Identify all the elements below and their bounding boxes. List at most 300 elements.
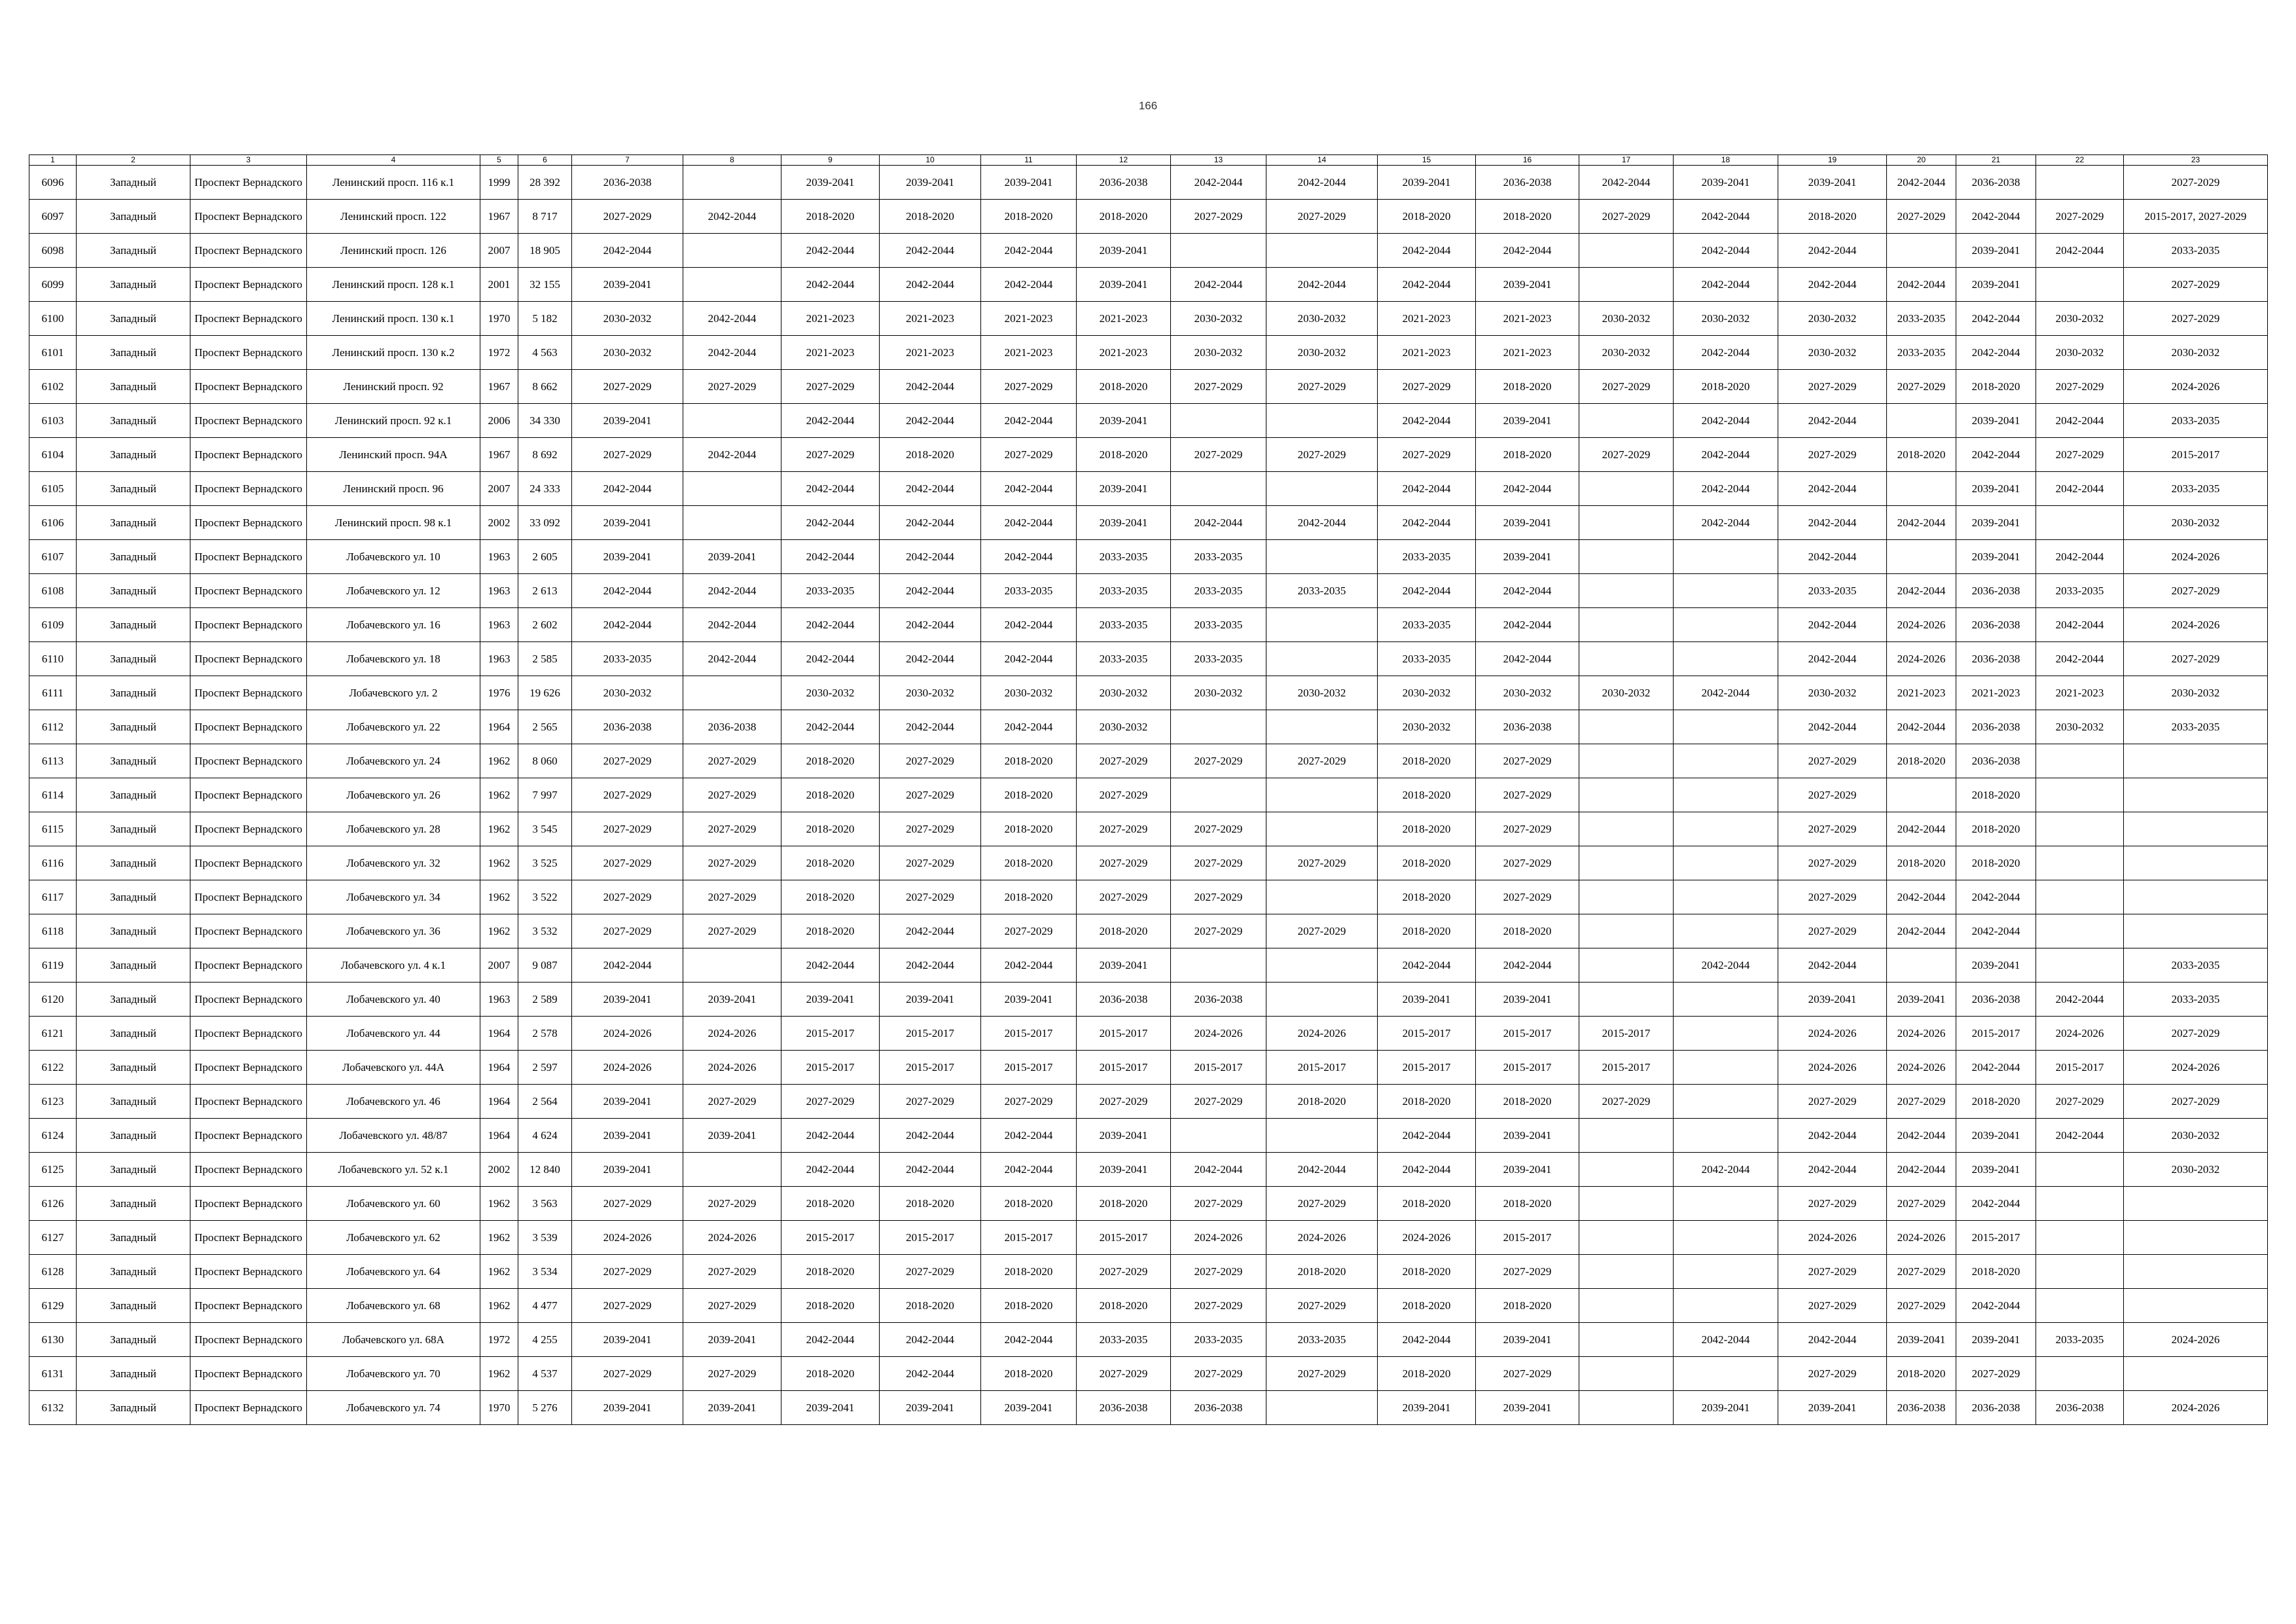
table-cell-col-14 [1266, 234, 1378, 268]
table-cell-col-12: 2033-2035 [1077, 574, 1171, 608]
table-cell-col-13: 2042-2044 [1171, 506, 1266, 540]
table-cell-col-23: 2033-2035 [2124, 710, 2268, 744]
table-row [29, 914, 2268, 948]
table-cell-col-6: 3 522 [518, 880, 572, 914]
table-cell-col-22 [2036, 166, 2124, 200]
table-cell-col-9: 2033-2035 [781, 574, 880, 608]
table-cell-col-16: 2027-2029 [1476, 778, 1579, 812]
table-cell-col-23: 2024-2026 [2124, 608, 2268, 642]
table-cell-col-21: 2021-2023 [1956, 676, 2036, 710]
table-cell-col-14 [1266, 1119, 1378, 1153]
table-cell-col-13: 2036-2038 [1171, 1391, 1266, 1425]
table-cell-col-21: 2039-2041 [1956, 404, 2036, 438]
table-cell-col-23 [2124, 1255, 2268, 1289]
table-cell-col-20: 2042-2044 [1887, 506, 1956, 540]
table-row [29, 846, 2268, 880]
table-cell-col-6: 2 564 [518, 1085, 572, 1119]
table-cell-col-13: 2042-2044 [1171, 166, 1266, 200]
table-cell-col-16: 2030-2032 [1476, 676, 1579, 710]
column-number-1: 1 [29, 155, 77, 166]
table-cell-col-11: 2015-2017 [981, 1051, 1077, 1085]
table-cell-col-5: 1964 [480, 1051, 518, 1085]
table-cell-col-11: 2015-2017 [981, 1017, 1077, 1051]
table-cell-col-22: 2042-2044 [2036, 234, 2124, 268]
table-cell-col-20 [1887, 778, 1956, 812]
table-cell-col-14: 2030-2032 [1266, 302, 1378, 336]
table-cell-col-2: Западный [77, 540, 190, 574]
table-cell-col-5: 1999 [480, 166, 518, 200]
table-cell-col-2: Западный [77, 778, 190, 812]
table-cell-col-6: 2 578 [518, 1017, 572, 1051]
table-cell-col-5: 1962 [480, 1187, 518, 1221]
table-cell-col-6: 5 182 [518, 302, 572, 336]
table-cell-col-10: 2042-2044 [880, 268, 981, 302]
table-cell-col-6: 4 624 [518, 1119, 572, 1153]
table-cell-col-4: Лобачевского ул. 48/87 [307, 1119, 480, 1153]
table-cell-col-8: 2042-2044 [683, 438, 781, 472]
table-cell-col-21: 2027-2029 [1956, 1357, 2036, 1391]
table-cell-col-6: 2 585 [518, 642, 572, 676]
table-cell-col-12: 2036-2038 [1077, 166, 1171, 200]
table-cell-col-15: 2021-2023 [1378, 302, 1476, 336]
table-cell-col-8: 2027-2029 [683, 846, 781, 880]
table-cell-col-16: 2042-2044 [1476, 472, 1579, 506]
table-cell-col-9: 2027-2029 [781, 1085, 880, 1119]
column-number-23: 23 [2124, 155, 2268, 166]
table-cell-col-15: 2018-2020 [1378, 744, 1476, 778]
column-number-row [29, 155, 2268, 166]
table-cell-col-2: Западный [77, 1289, 190, 1323]
table-cell-col-7: 2027-2029 [572, 914, 683, 948]
table-cell-col-6: 4 563 [518, 336, 572, 370]
table-cell-col-20: 2021-2023 [1887, 676, 1956, 710]
table-cell-col-19: 2024-2026 [1778, 1221, 1887, 1255]
table-cell-col-16: 2018-2020 [1476, 438, 1579, 472]
table-cell-col-21: 2039-2041 [1956, 1119, 2036, 1153]
table-cell-col-6: 2 605 [518, 540, 572, 574]
table-cell-col-14: 2027-2029 [1266, 200, 1378, 234]
table-cell-col-10: 2021-2023 [880, 336, 981, 370]
column-number-9: 9 [781, 155, 880, 166]
table-cell-col-9: 2018-2020 [781, 744, 880, 778]
table-row [29, 608, 2268, 642]
table-row [29, 676, 2268, 710]
table-cell-col-19: 2027-2029 [1778, 1357, 1887, 1391]
table-cell-col-8: 2027-2029 [683, 778, 781, 812]
table-cell-col-13: 2027-2029 [1171, 880, 1266, 914]
table-cell-col-9: 2027-2029 [781, 370, 880, 404]
table-cell-col-11: 2018-2020 [981, 778, 1077, 812]
table-cell-col-3: Проспект Вернадского [190, 812, 307, 846]
table-cell-col-7: 2027-2029 [572, 744, 683, 778]
table-cell-col-10: 2027-2029 [880, 744, 981, 778]
column-number-11: 11 [981, 155, 1077, 166]
table-cell-col-16: 2021-2023 [1476, 336, 1579, 370]
table-cell-col-10: 2027-2029 [880, 778, 981, 812]
table-cell-col-8 [683, 404, 781, 438]
table-cell-col-7: 2027-2029 [572, 1187, 683, 1221]
table-row [29, 1255, 2268, 1289]
table-row [29, 370, 2268, 404]
table-cell-col-12: 2015-2017 [1077, 1051, 1171, 1085]
table-cell-col-17: 2015-2017 [1579, 1051, 1674, 1085]
table-cell-col-12: 2039-2041 [1077, 948, 1171, 983]
table-cell-col-14 [1266, 778, 1378, 812]
table-row [29, 1221, 2268, 1255]
table-cell-col-17 [1579, 880, 1674, 914]
table-cell-col-4: Лобачевского ул. 16 [307, 608, 480, 642]
table-cell-col-3: Проспект Вернадского [190, 336, 307, 370]
table-cell-col-18: 2042-2044 [1674, 268, 1778, 302]
table-cell-col-23 [2124, 1289, 2268, 1323]
table-cell-col-10: 2042-2044 [880, 948, 981, 983]
table-cell-col-20: 2042-2044 [1887, 1153, 1956, 1187]
table-cell-col-12: 2015-2017 [1077, 1221, 1171, 1255]
table-cell-col-7: 2027-2029 [572, 1289, 683, 1323]
table-cell-col-20 [1887, 234, 1956, 268]
table-cell-col-8: 2042-2044 [683, 608, 781, 642]
table-cell-col-1: 6104 [29, 438, 77, 472]
table-cell-col-9: 2042-2044 [781, 642, 880, 676]
table-cell-col-16: 2015-2017 [1476, 1221, 1579, 1255]
table-cell-col-4: Ленинский просп. 92 к.1 [307, 404, 480, 438]
table-cell-col-17: 2030-2032 [1579, 336, 1674, 370]
table-cell-col-2: Западный [77, 608, 190, 642]
table-cell-col-20: 2027-2029 [1887, 1255, 1956, 1289]
table-cell-col-12: 2027-2029 [1077, 846, 1171, 880]
table-cell-col-13 [1171, 472, 1266, 506]
table-cell-col-19: 2042-2044 [1778, 472, 1887, 506]
table-cell-col-6: 8 717 [518, 200, 572, 234]
table-cell-col-6: 4 255 [518, 1323, 572, 1357]
table-cell-col-20: 2042-2044 [1887, 268, 1956, 302]
table-cell-col-13 [1171, 778, 1266, 812]
table-cell-col-17 [1579, 1187, 1674, 1221]
table-cell-col-21: 2036-2038 [1956, 744, 2036, 778]
table-cell-col-18 [1674, 744, 1778, 778]
table-cell-col-2: Западный [77, 1221, 190, 1255]
table-cell-col-11: 2042-2044 [981, 948, 1077, 983]
table-cell-col-7: 2039-2041 [572, 404, 683, 438]
table-cell-col-2: Западный [77, 710, 190, 744]
table-cell-col-14: 2018-2020 [1266, 1085, 1378, 1119]
table-cell-col-3: Проспект Вернадского [190, 370, 307, 404]
table-cell-col-15: 2042-2044 [1378, 472, 1476, 506]
table-cell-col-10: 2018-2020 [880, 1187, 981, 1221]
table-cell-col-1: 6100 [29, 302, 77, 336]
table-cell-col-8: 2027-2029 [683, 370, 781, 404]
table-cell-col-22: 2042-2044 [2036, 472, 2124, 506]
table-cell-col-17 [1579, 778, 1674, 812]
table-cell-col-4: Лобачевского ул. 34 [307, 880, 480, 914]
table-cell-col-22 [2036, 846, 2124, 880]
table-cell-col-15: 2039-2041 [1378, 166, 1476, 200]
column-number-8: 8 [683, 155, 781, 166]
table-cell-col-11: 2042-2044 [981, 234, 1077, 268]
table-cell-col-23 [2124, 880, 2268, 914]
table-cell-col-9: 2018-2020 [781, 778, 880, 812]
table-cell-col-15: 2015-2017 [1378, 1017, 1476, 1051]
table-cell-col-23 [2124, 914, 2268, 948]
table-cell-col-13: 2027-2029 [1171, 1255, 1266, 1289]
table-cell-col-12: 2033-2035 [1077, 1323, 1171, 1357]
table-cell-col-11: 2018-2020 [981, 1289, 1077, 1323]
table-cell-col-12: 2015-2017 [1077, 1017, 1171, 1051]
table-cell-col-18: 2042-2044 [1674, 1153, 1778, 1187]
table-cell-col-11: 2039-2041 [981, 983, 1077, 1017]
table-cell-col-20: 2039-2041 [1887, 1323, 1956, 1357]
table-cell-col-9: 2042-2044 [781, 1323, 880, 1357]
table-cell-col-9: 2015-2017 [781, 1051, 880, 1085]
table-cell-col-16: 2015-2017 [1476, 1051, 1579, 1085]
table-cell-col-6: 32 155 [518, 268, 572, 302]
table-cell-col-18 [1674, 914, 1778, 948]
table-cell-col-18: 2042-2044 [1674, 1323, 1778, 1357]
table-cell-col-9: 2039-2041 [781, 983, 880, 1017]
table-cell-col-23: 2030-2032 [2124, 676, 2268, 710]
table-cell-col-17: 2015-2017 [1579, 1017, 1674, 1051]
table-cell-col-9: 2027-2029 [781, 438, 880, 472]
table-cell-col-13: 2036-2038 [1171, 983, 1266, 1017]
table-cell-col-19: 2027-2029 [1778, 1187, 1887, 1221]
table-cell-col-15: 2039-2041 [1378, 983, 1476, 1017]
table-cell-col-20: 2027-2029 [1887, 1085, 1956, 1119]
table-cell-col-8 [683, 234, 781, 268]
table-cell-col-9: 2039-2041 [781, 1391, 880, 1425]
table-cell-col-5: 1964 [480, 1085, 518, 1119]
table-cell-col-15: 2042-2044 [1378, 234, 1476, 268]
table-cell-col-19: 2027-2029 [1778, 744, 1887, 778]
table-cell-col-22: 2027-2029 [2036, 438, 2124, 472]
table-cell-col-13: 2027-2029 [1171, 438, 1266, 472]
table-cell-col-4: Лобачевского ул. 44 [307, 1017, 480, 1051]
table-cell-col-22: 2021-2023 [2036, 676, 2124, 710]
table-cell-col-8 [683, 506, 781, 540]
table-cell-col-14: 2030-2032 [1266, 676, 1378, 710]
table-cell-col-19: 2039-2041 [1778, 1391, 1887, 1425]
table-cell-col-21: 2042-2044 [1956, 302, 2036, 336]
table-cell-col-13: 2033-2035 [1171, 574, 1266, 608]
table-cell-col-5: 1962 [480, 914, 518, 948]
table-cell-col-11: 2042-2044 [981, 1119, 1077, 1153]
table-cell-col-8: 2027-2029 [683, 1357, 781, 1391]
table-cell-col-23: 2027-2029 [2124, 302, 2268, 336]
table-cell-col-15: 2033-2035 [1378, 608, 1476, 642]
table-cell-col-14: 2030-2032 [1266, 336, 1378, 370]
table-cell-col-14 [1266, 642, 1378, 676]
table-cell-col-19: 2024-2026 [1778, 1017, 1887, 1051]
table-cell-col-2: Западный [77, 1051, 190, 1085]
table-cell-col-14: 2042-2044 [1266, 1153, 1378, 1187]
table-cell-col-22: 2042-2044 [2036, 1119, 2124, 1153]
table-cell-col-8: 2027-2029 [683, 1255, 781, 1289]
table-cell-col-21: 2036-2038 [1956, 166, 2036, 200]
table-cell-col-18 [1674, 540, 1778, 574]
table-cell-col-6: 18 905 [518, 234, 572, 268]
table-cell-col-10: 2042-2044 [880, 404, 981, 438]
table-cell-col-7: 2030-2032 [572, 336, 683, 370]
table-cell-col-4: Ленинский просп. 94А [307, 438, 480, 472]
table-cell-col-22 [2036, 812, 2124, 846]
table-cell-col-2: Западный [77, 914, 190, 948]
column-number-3: 3 [190, 155, 307, 166]
table-cell-col-4: Лобачевского ул. 26 [307, 778, 480, 812]
table-row [29, 234, 2268, 268]
table-row [29, 778, 2268, 812]
table-cell-col-5: 1963 [480, 983, 518, 1017]
table-cell-col-12: 2027-2029 [1077, 880, 1171, 914]
table-cell-col-10: 2027-2029 [880, 846, 981, 880]
table-cell-col-2: Западный [77, 1017, 190, 1051]
table-cell-col-2: Западный [77, 336, 190, 370]
table-cell-col-10: 2042-2044 [880, 472, 981, 506]
table-cell-col-15: 2039-2041 [1378, 1391, 1476, 1425]
table-cell-col-13: 2033-2035 [1171, 540, 1266, 574]
table-cell-col-17 [1579, 914, 1674, 948]
table-cell-col-3: Проспект Вернадского [190, 608, 307, 642]
table-cell-col-10: 2042-2044 [880, 1119, 981, 1153]
table-cell-col-22: 2030-2032 [2036, 302, 2124, 336]
table-cell-col-4: Лобачевского ул. 2 [307, 676, 480, 710]
table-cell-col-23: 2033-2035 [2124, 983, 2268, 1017]
table-cell-col-10: 2042-2044 [880, 574, 981, 608]
table-cell-col-16: 2027-2029 [1476, 880, 1579, 914]
table-row [29, 1391, 2268, 1425]
table-cell-col-9: 2042-2044 [781, 472, 880, 506]
table-cell-col-10: 2042-2044 [880, 642, 981, 676]
table-cell-col-20: 2024-2026 [1887, 1221, 1956, 1255]
table-cell-col-22: 2030-2032 [2036, 336, 2124, 370]
table-cell-col-4: Ленинский просп. 128 к.1 [307, 268, 480, 302]
table-cell-col-16: 2042-2044 [1476, 642, 1579, 676]
table-cell-col-15: 2018-2020 [1378, 1085, 1476, 1119]
column-number-17: 17 [1579, 155, 1674, 166]
table-cell-col-9: 2042-2044 [781, 268, 880, 302]
column-number-21: 21 [1956, 155, 2036, 166]
table-cell-col-16: 2027-2029 [1476, 812, 1579, 846]
table-cell-col-14 [1266, 710, 1378, 744]
table-cell-col-6: 12 840 [518, 1153, 572, 1187]
table-cell-col-3: Проспект Вернадского [190, 1051, 307, 1085]
table-cell-col-22 [2036, 1357, 2124, 1391]
table-cell-col-7: 2042-2044 [572, 234, 683, 268]
table-cell-col-21: 2036-2038 [1956, 1391, 2036, 1425]
table-cell-col-7: 2027-2029 [572, 200, 683, 234]
table-cell-col-15: 2021-2023 [1378, 336, 1476, 370]
table-cell-col-7: 2024-2026 [572, 1017, 683, 1051]
table-cell-col-6: 28 392 [518, 166, 572, 200]
table-cell-col-1: 6107 [29, 540, 77, 574]
table-cell-col-19: 2030-2032 [1778, 676, 1887, 710]
table-cell-col-16: 2042-2044 [1476, 608, 1579, 642]
table-cell-col-10: 2039-2041 [880, 1391, 981, 1425]
table-cell-col-21: 2039-2041 [1956, 540, 2036, 574]
table-cell-col-14: 2033-2035 [1266, 1323, 1378, 1357]
table-cell-col-1: 6121 [29, 1017, 77, 1051]
table-cell-col-1: 6113 [29, 744, 77, 778]
table-cell-col-1: 6129 [29, 1289, 77, 1323]
table-cell-col-12: 2039-2041 [1077, 404, 1171, 438]
table-cell-col-17: 2027-2029 [1579, 370, 1674, 404]
table-cell-col-7: 2030-2032 [572, 302, 683, 336]
table-cell-col-14: 2027-2029 [1266, 1357, 1378, 1391]
table-cell-col-8: 2027-2029 [683, 914, 781, 948]
table-cell-col-12: 2027-2029 [1077, 1255, 1171, 1289]
table-cell-col-3: Проспект Вернадского [190, 1323, 307, 1357]
table-cell-col-11: 2042-2044 [981, 1153, 1077, 1187]
table-row [29, 336, 2268, 370]
table-cell-col-2: Западный [77, 1255, 190, 1289]
table-cell-col-22: 2042-2044 [2036, 404, 2124, 438]
table-cell-col-18 [1674, 846, 1778, 880]
table-cell-col-12: 2027-2029 [1077, 1085, 1171, 1119]
table-cell-col-18 [1674, 1187, 1778, 1221]
table-cell-col-20 [1887, 472, 1956, 506]
column-number-5: 5 [480, 155, 518, 166]
table-cell-col-17 [1579, 268, 1674, 302]
table-cell-col-17: 2027-2029 [1579, 438, 1674, 472]
table-cell-col-10: 2039-2041 [880, 983, 981, 1017]
table-cell-col-19: 2042-2044 [1778, 642, 1887, 676]
table-cell-col-9: 2018-2020 [781, 880, 880, 914]
table-cell-col-13: 2033-2035 [1171, 642, 1266, 676]
table-cell-col-2: Западный [77, 574, 190, 608]
table-cell-col-3: Проспект Вернадского [190, 710, 307, 744]
table-cell-col-2: Западный [77, 234, 190, 268]
column-number-13: 13 [1171, 155, 1266, 166]
table-cell-col-17 [1579, 540, 1674, 574]
table-cell-col-4: Ленинский просп. 130 к.1 [307, 302, 480, 336]
table-cell-col-14 [1266, 880, 1378, 914]
table-cell-col-4: Ленинский просп. 98 к.1 [307, 506, 480, 540]
table-cell-col-22 [2036, 778, 2124, 812]
table-cell-col-17: 2030-2032 [1579, 302, 1674, 336]
table-row [29, 574, 2268, 608]
table-cell-col-20: 2027-2029 [1887, 1289, 1956, 1323]
table-row [29, 438, 2268, 472]
table-cell-col-6: 8 692 [518, 438, 572, 472]
table-cell-col-16: 2039-2041 [1476, 983, 1579, 1017]
table-cell-col-9: 2018-2020 [781, 1289, 880, 1323]
table-cell-col-19: 2018-2020 [1778, 200, 1887, 234]
table-cell-col-11: 2018-2020 [981, 812, 1077, 846]
table-cell-col-6: 2 589 [518, 983, 572, 1017]
table-cell-col-21: 2036-2038 [1956, 574, 2036, 608]
table-cell-col-14: 2042-2044 [1266, 166, 1378, 200]
table-cell-col-16: 2018-2020 [1476, 370, 1579, 404]
table-cell-col-7: 2027-2029 [572, 1357, 683, 1391]
table-cell-col-16: 2018-2020 [1476, 1289, 1579, 1323]
table-cell-col-14 [1266, 948, 1378, 983]
table-cell-col-22: 2027-2029 [2036, 200, 2124, 234]
table-row [29, 1017, 2268, 1051]
table-cell-col-5: 1970 [480, 302, 518, 336]
table-cell-col-23: 2030-2032 [2124, 1119, 2268, 1153]
table-cell-col-4: Лобачевского ул. 32 [307, 846, 480, 880]
table-cell-col-14: 2033-2035 [1266, 574, 1378, 608]
table-cell-col-20: 2018-2020 [1887, 846, 1956, 880]
table-cell-col-22: 2030-2032 [2036, 710, 2124, 744]
table-cell-col-19: 2042-2044 [1778, 506, 1887, 540]
table-cell-col-19: 2027-2029 [1778, 438, 1887, 472]
table-cell-col-23: 2024-2026 [2124, 1323, 2268, 1357]
table-cell-col-3: Проспект Вернадского [190, 302, 307, 336]
table-cell-col-3: Проспект Вернадского [190, 744, 307, 778]
table-cell-col-3: Проспект Вернадского [190, 404, 307, 438]
table-cell-col-9: 2039-2041 [781, 166, 880, 200]
table-cell-col-7: 2039-2041 [572, 1085, 683, 1119]
table-cell-col-1: 6125 [29, 1153, 77, 1187]
